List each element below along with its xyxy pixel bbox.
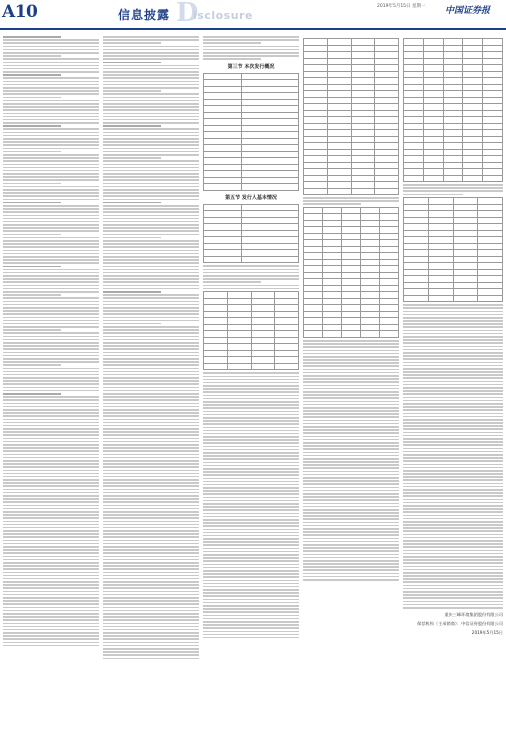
column-5 [403, 36, 503, 742]
column-1 [3, 36, 99, 742]
column-3 [203, 36, 299, 742]
data-table [303, 38, 399, 195]
body-text [203, 265, 299, 289]
body-text [203, 372, 299, 638]
data-table [303, 207, 399, 338]
section-title-en: isclosure [193, 9, 253, 22]
data-table [403, 197, 503, 302]
chapter-heading: 第五节 发行人基本情况 [225, 194, 277, 201]
body-text [303, 340, 399, 581]
signature-company: 重庆三峰环境集团股份有限公司 [444, 611, 503, 617]
issuer-info-table [203, 204, 299, 264]
body-text [3, 36, 99, 646]
page-header [0, 0, 506, 30]
chapter-heading: 第三节 本次发行概况 [227, 63, 275, 70]
column-4 [303, 36, 399, 742]
body-text [403, 304, 503, 608]
shareholder-table [203, 291, 299, 370]
page-number: A10 [2, 2, 38, 22]
issue-date: 2019年5月15日 星期一 [377, 4, 426, 9]
data-table [403, 38, 503, 182]
section-initial: D [176, 0, 199, 28]
body-text [103, 36, 199, 659]
body-text [403, 184, 503, 195]
newspaper-masthead: 中国证券报 [445, 6, 491, 16]
signature-date: 2019年5月15日 [471, 629, 503, 635]
signature-lead: 保荐机构（主承销商）：中信证券股份有限公司 [417, 620, 503, 626]
section-title: 信息披露 [118, 8, 171, 22]
offering-table [203, 73, 299, 191]
column-2 [103, 36, 199, 742]
body-text [303, 197, 399, 205]
body-text [203, 36, 299, 60]
